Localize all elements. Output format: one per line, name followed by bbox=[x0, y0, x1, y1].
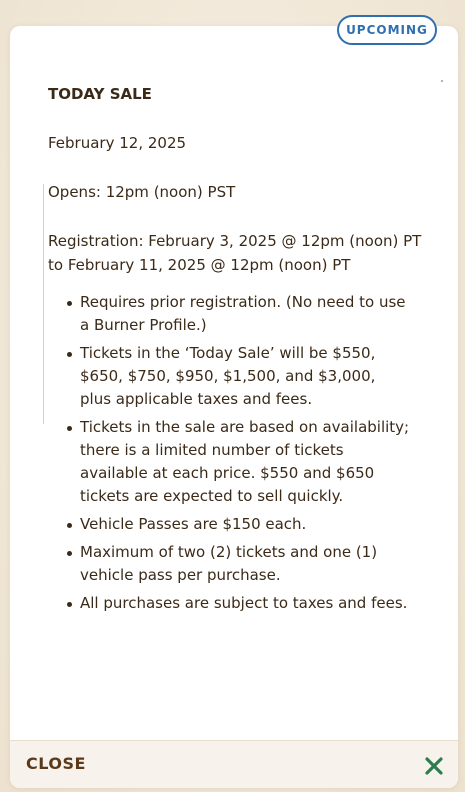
list-item: Tickets in the ‘Today Sale’ will be $550, $650, $750, $950, $1,500, and $3,000, plus applicable taxes and fees. bbox=[80, 342, 410, 411]
close-x-icon[interactable] bbox=[424, 756, 444, 776]
sale-registration: Registration: February 3, 2025 @ 12pm (noon) PT to February 11, 2025 @ 12pm (noon) PT bbox=[48, 232, 422, 274]
close-button[interactable]: CLOSE bbox=[26, 754, 86, 773]
sale-detail-card bbox=[10, 26, 458, 788]
sale-date: February 12, 2025 bbox=[48, 134, 187, 152]
sale-title: TODAY SALE bbox=[48, 85, 152, 103]
list-item: Requires prior registration. (No need to use a Burner Profile.) bbox=[80, 291, 410, 337]
list-item: Maximum of two (2) tickets and one (1) vehicle pass per purchase. bbox=[80, 541, 410, 587]
close-bar[interactable] bbox=[10, 740, 458, 788]
sale-details-list bbox=[48, 291, 410, 615]
status-badge: UPCOMING bbox=[337, 15, 437, 45]
decorative-dot bbox=[441, 80, 443, 82]
list-item: Tickets in the sale are based on availability; there is a limited number of tickets available at each price. $550 and $650 tickets are expected to sell quickly. bbox=[80, 416, 410, 508]
sale-opens: Opens: 12pm (noon) PST bbox=[48, 183, 236, 201]
list-item: Vehicle Passes are $150 each. bbox=[80, 513, 410, 536]
sale-content bbox=[48, 82, 436, 620]
list-item: All purchases are subject to taxes and fees. bbox=[80, 592, 410, 615]
quote-bar bbox=[43, 184, 44, 424]
